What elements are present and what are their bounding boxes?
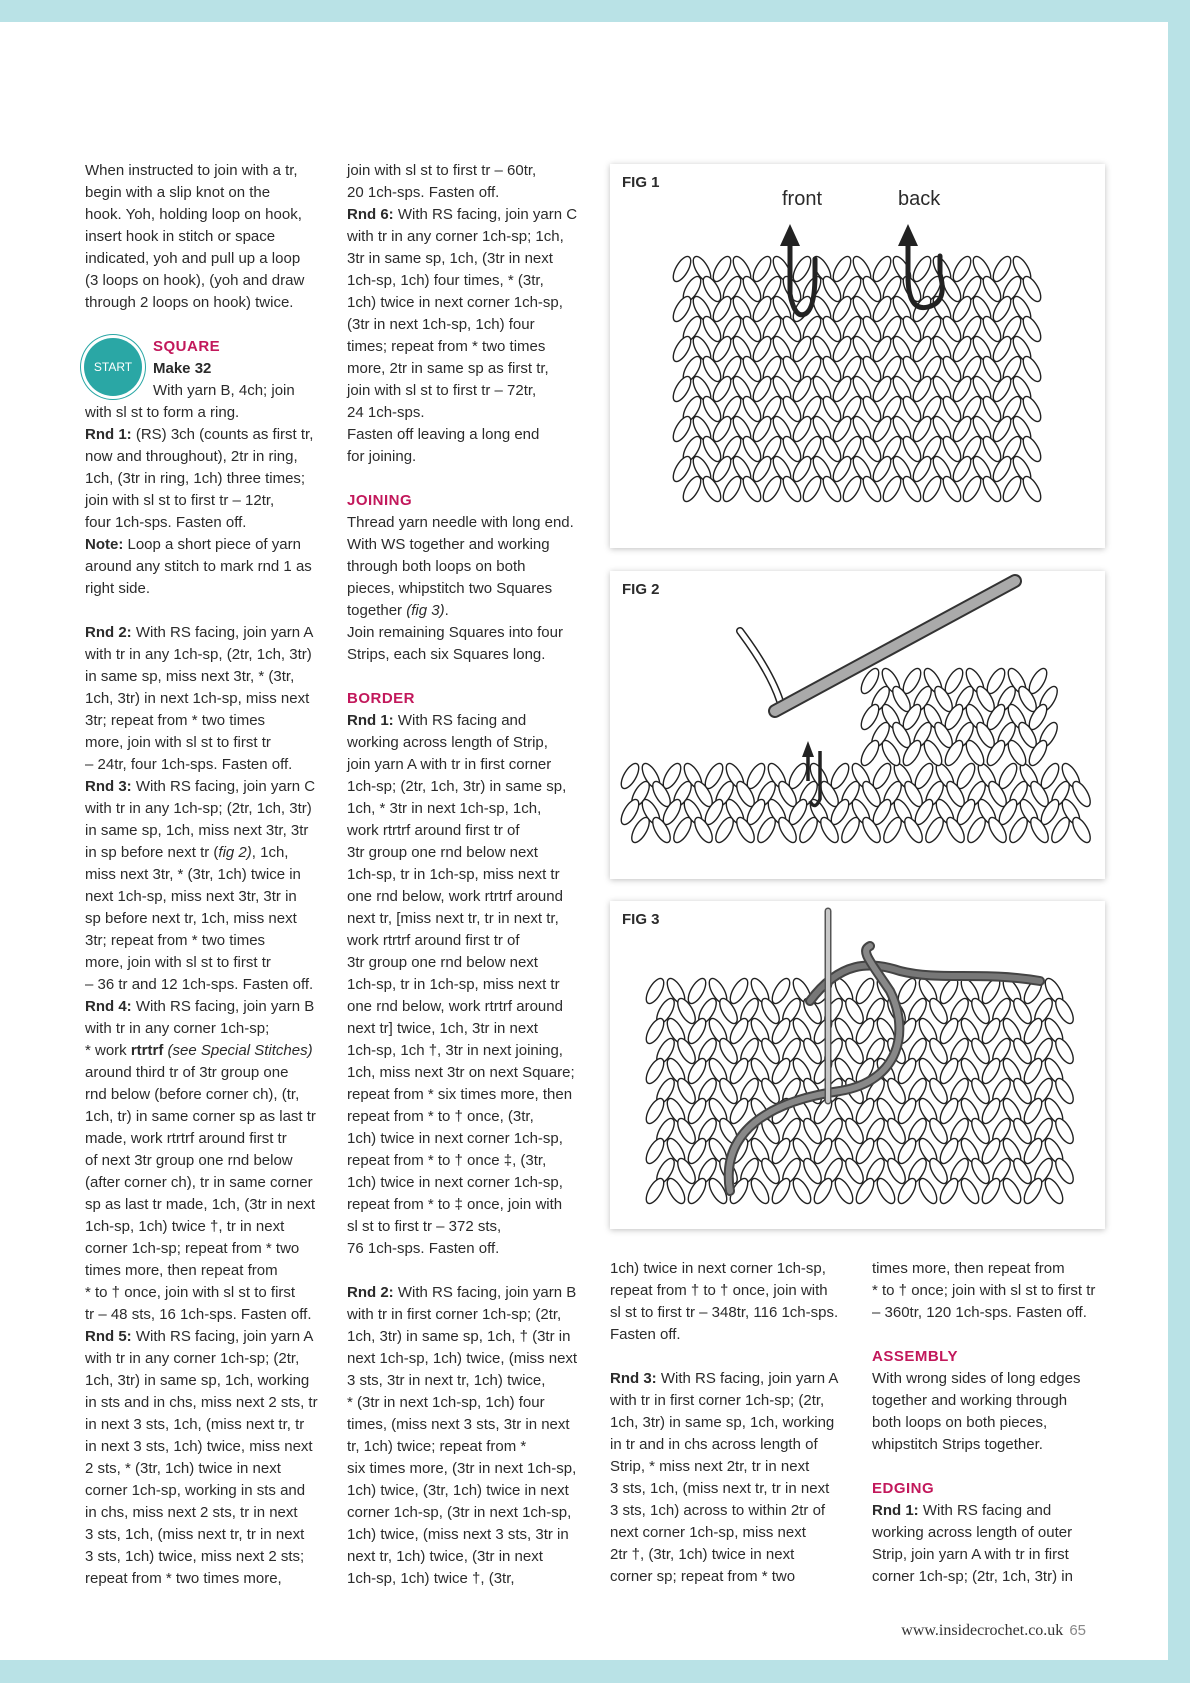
text-line: through both loops on both (347, 558, 526, 575)
text-line: 1ch) twice, (3tr, 1ch) twice in next (347, 1482, 569, 1499)
text-line: times more, then repeat from (872, 1260, 1065, 1277)
text-line: in chs, miss next 2 sts, tr in next (85, 1504, 298, 1521)
text-line: 1ch) twice, (miss next 3 sts, 3tr in (347, 1526, 569, 1543)
text-line: join yarn A with tr in first corner (347, 756, 552, 773)
text-line: 3tr group one rnd below next (347, 954, 538, 971)
border-rnd2-first (347, 1282, 595, 1304)
text-line: work rtrtrf around first tr of (347, 822, 520, 839)
text-line: 20 1ch-sps. Fasten off. (347, 184, 500, 201)
stitch-name: rtrtrf (130, 1042, 164, 1059)
fig1-illustration (610, 164, 1105, 548)
stitch-shape (916, 1176, 940, 1206)
stitch-shape (643, 1136, 667, 1166)
text-line: 1ch, 3tr) in same sp, 1ch, † (3tr in (347, 1328, 571, 1345)
rnd-text: With RS facing, join yarn C (393, 206, 578, 223)
stitch-shape (1020, 274, 1044, 304)
text-line: made, work rtrtrf around first tr (85, 1130, 287, 1147)
text-line: 2tr †, (3tr, 1ch) twice in next (610, 1546, 795, 1563)
joining-text (347, 512, 595, 600)
text-line: 1ch-sp, 1ch) twice †, (3tr, (347, 1570, 515, 1587)
stitch-shape (710, 254, 734, 284)
text-line: – 360tr, 120 1ch-sps. Fasten off. (872, 1304, 1087, 1321)
rnd2-text (85, 644, 325, 776)
text-line: next corner 1ch-sp, miss next (610, 1524, 806, 1541)
text-line: now and throughout), 2tr in ring, (85, 448, 298, 465)
stitch-shape (643, 1056, 667, 1086)
stitch-shape (1069, 815, 1093, 845)
stitch-shape (858, 738, 882, 768)
edging-rnd1-first (872, 1500, 1112, 1522)
note-text-lines (85, 556, 325, 600)
text-line: hook. Yoh, holding loop on hook, (85, 206, 302, 223)
edging-heading: EDGING (872, 1480, 935, 1497)
stitch-shape (670, 454, 694, 484)
stitch-shape (680, 474, 704, 504)
stitch-shape (664, 1176, 688, 1206)
stitch-shape (760, 474, 784, 504)
joining-line (347, 600, 595, 622)
fig3-label: FIG 3 (622, 911, 660, 928)
text-line: in next 3 sts, 1ch) twice, miss next (85, 1438, 313, 1455)
stitch-shape (1020, 474, 1044, 504)
text-line: repeat from * to † once ‡, (3tr, (347, 1152, 547, 1169)
text-line: join with sl st to first tr – 12tr, (85, 492, 275, 509)
stitch-shape (748, 1176, 772, 1206)
text-line: (after corner ch), tr in same corner (85, 1174, 313, 1191)
text-line: repeat from * to † once, (3tr, (347, 1108, 534, 1125)
text-line: miss next 3tr, * (3tr, 1ch) twice in (85, 866, 301, 883)
text-line: Strips, each six Squares long. (347, 646, 546, 663)
rnd-text: . (444, 602, 449, 619)
stitch-shape (1000, 1176, 1024, 1206)
fig3-illustration (610, 901, 1105, 1229)
text-line: times; repeat from * two times (347, 338, 546, 355)
intro-text (85, 160, 325, 314)
text-line: for joining. (347, 448, 417, 465)
rnd-text: With RS facing, join yarn C (131, 778, 316, 795)
rnd-label: Rnd 1: (347, 712, 394, 729)
rnd-label: Rnd 3: (85, 778, 132, 795)
text-line: 1ch, * 3tr in next 1ch-sp, 1ch, (347, 800, 542, 817)
text-line: one rnd below, work rtrtrf around (347, 998, 563, 1015)
text-line: 1ch-sp; (2tr, 1ch, 3tr) in same sp, (347, 778, 567, 795)
text-line: working across length of outer (872, 1524, 1073, 1541)
border-rnd1-first (347, 710, 595, 732)
text-line: With wrong sides of long edges (872, 1370, 1081, 1387)
text-line: sl st to first tr – 348tr, 116 1ch-sps. (610, 1304, 839, 1321)
text-line: 1ch-sp, 1ch †, 3tr in next joining, (347, 1042, 563, 1059)
text-line: repeat from * six times more, then (347, 1086, 573, 1103)
joining-heading: JOINING (347, 492, 413, 509)
text-line: pieces, whipstitch two Squares (347, 580, 553, 597)
figure-2 (610, 571, 1105, 879)
text-line: 76 1ch-sps. Fasten off. (347, 1240, 500, 1257)
text-line: 1ch) twice in next corner 1ch-sp, (347, 1130, 563, 1147)
column-3 (610, 1258, 860, 1588)
text-line: (3tr in next 1ch-sp, 1ch) four (347, 316, 535, 333)
stitch-shape (958, 1176, 982, 1206)
text-line: one rnd below, work rtrtrf around (347, 888, 563, 905)
stitch-shape (769, 976, 793, 1006)
text-line: 1ch, 3tr) in same sp, 1ch, working (85, 1372, 310, 1389)
rnd-text: in sp before next tr ( (85, 844, 219, 861)
stitch-shape (1042, 1176, 1066, 1206)
column-1 (85, 160, 325, 1590)
stitch-shape (643, 1096, 667, 1126)
rnd-label: Rnd 5: (85, 1328, 132, 1345)
text-line: in sts and in chs, miss next 2 sts, tr (85, 1394, 318, 1411)
text-line: working across length of Strip, (347, 734, 548, 751)
start-badge: START (84, 338, 142, 396)
text-line: right side. (85, 580, 151, 597)
text-line: join with sl st to first tr – 60tr, (347, 162, 537, 179)
text-line: around any stitch to mark rnd 1 as (85, 558, 312, 575)
fig1-fabric (670, 254, 1044, 504)
text-line: with tr in first corner 1ch-sp; (2tr, (610, 1392, 825, 1409)
rnd6-text (347, 226, 595, 468)
stitch-shape (685, 976, 709, 1006)
border-rnd3-first (610, 1368, 860, 1390)
rnd-text: together (347, 602, 407, 619)
text-line: 1ch, 3tr) in same sp, 1ch, working (610, 1414, 835, 1431)
stitch-shape (853, 976, 877, 1006)
text-line: Thread yarn needle with long end. (347, 514, 574, 531)
rnd1-first (85, 424, 325, 446)
text-line: corner 1ch-sp, (3tr in next 1ch-sp, (347, 1504, 572, 1521)
stitch-shape (950, 254, 974, 284)
text-line: next 1ch-sp, 1ch) twice, (miss next (347, 1350, 578, 1367)
text-line: next 1ch-sp, miss next 3tr, 3tr in (85, 888, 297, 905)
stitch-shape (1052, 996, 1076, 1026)
rnd-text: With RS facing, join yarn A (131, 624, 314, 641)
stitch-shape (1020, 314, 1044, 344)
text-line: times, (miss next 3 sts, 3tr in next (347, 1416, 570, 1433)
website-link[interactable]: www.insidecrochet.co.uk (901, 1622, 1064, 1639)
square-line: With yarn B, 4ch; join (153, 382, 295, 399)
col2-top-text (347, 160, 595, 204)
rnd3-line: in same sp, 1ch, miss next 3tr, 3tr (85, 822, 309, 839)
rnd-text: With RS facing, join yarn A (656, 1370, 839, 1387)
stitch-shape (960, 474, 984, 504)
text-line: join with sl st to first tr – 72tr, (347, 382, 537, 399)
stitch-shape (1052, 1076, 1076, 1106)
rnd3-line (85, 842, 325, 864)
text-line: with tr in any 1ch-sp, (2tr, 1ch, 3tr) (85, 646, 312, 663)
text-line: Strip, * miss next 2tr, tr in next (610, 1458, 810, 1475)
note-label: Note: (85, 536, 124, 553)
fig-reference: (fig 3) (406, 602, 445, 619)
assembly-text (872, 1368, 1112, 1456)
fig2-arrow-icon (802, 741, 814, 757)
text-line: – 36 tr and 12 1ch-sps. Fasten off. (85, 976, 314, 993)
column-4 (872, 1258, 1112, 1588)
text-line: 1ch) twice in next corner 1ch-sp, (347, 1174, 563, 1191)
stitch-shape (1020, 354, 1044, 384)
stitch-shape (670, 334, 694, 364)
text-line: 1ch, miss next 3tr on next Square; (347, 1064, 575, 1081)
col3-top-text (610, 1258, 860, 1346)
stitch-shape (670, 254, 694, 284)
text-line: 1ch-sp, 1ch) twice †, tr in next (85, 1218, 285, 1235)
figure-3 (610, 901, 1105, 1229)
front-arrow-icon (780, 224, 800, 246)
text-line: * to † once; join with sl st to first tr (872, 1282, 1096, 1299)
text-line: begin with a slip knot on the (85, 184, 271, 201)
text-line: corner sp; repeat from * two (610, 1568, 796, 1585)
text-line: (3 loops on hook), (yoh and draw (85, 272, 305, 289)
text-line: * (3tr in next 1ch-sp, 1ch) four (347, 1394, 545, 1411)
text-line: Fasten off. (610, 1326, 681, 1343)
text-line: six times more, (3tr in next 1ch-sp, (347, 1460, 577, 1477)
border-rnd3-text (610, 1390, 860, 1588)
stitch-shape (990, 254, 1014, 284)
assembly-heading: ASSEMBLY (872, 1348, 958, 1365)
joining-text-2 (347, 622, 595, 666)
stitch-shape (670, 414, 694, 444)
text-line: – 24tr, four 1ch-sps. Fasten off. (85, 756, 293, 773)
text-line: 1ch, 3tr) in next 1ch-sp, miss next (85, 690, 310, 707)
text-line: 1ch-sp, tr in 1ch-sp, miss next tr (347, 976, 560, 993)
square-heading: SQUARE (153, 338, 221, 355)
text-line: sp as last tr made, 1ch, (3tr in next (85, 1196, 316, 1213)
stitch-reference: (see Special Stitches) (163, 1042, 313, 1059)
rnd-text: With RS facing and (393, 712, 527, 729)
text-line: * to † once, join with sl st to first (85, 1284, 296, 1301)
figure-1 (610, 164, 1105, 548)
text-line: 1ch, (3tr in ring, 1ch) three times; (85, 470, 306, 487)
text-line: more, join with sl st to first tr (85, 954, 271, 971)
stitch-shape (880, 474, 904, 504)
stitch-shape (910, 254, 934, 284)
text-line: work rtrtrf around first tr of (347, 932, 520, 949)
stitch-shape (727, 976, 751, 1006)
stitch-shape (830, 254, 854, 284)
stitch-shape (720, 474, 744, 504)
column-2 (347, 160, 595, 1590)
text-line: tr, 1ch) twice; repeat from * (347, 1438, 527, 1455)
text-line: of next 3tr group one rnd below (85, 1152, 293, 1169)
text-line: Fasten off leaving a long end (347, 426, 540, 443)
rnd4-text (85, 1062, 325, 1326)
rnd-text: With RS facing, join yarn B (393, 1284, 577, 1301)
stitch-shape (1052, 1156, 1076, 1186)
fig2-illustration (610, 571, 1105, 879)
rnd-text: (RS) 3ch (counts as first tr, (131, 426, 314, 443)
stitch-shape (670, 294, 694, 324)
border-rnd1-text (347, 732, 595, 1260)
text-line: with tr in any corner 1ch-sp; (2tr, (85, 1350, 300, 1367)
stitch-shape (1000, 474, 1024, 504)
rnd-label: Rnd 1: (85, 426, 132, 443)
text-line: tr – 48 sts, 16 1ch-sps. Fasten off. (85, 1306, 312, 1323)
text-line: insert hook in stitch or space (85, 228, 276, 245)
text-line: repeat from * to ‡ once, join with (347, 1196, 563, 1213)
note-text: Loop a short piece of yarn (123, 536, 301, 553)
note-first (85, 534, 325, 556)
text-line: Strip, join yarn A with tr in first (872, 1546, 1069, 1563)
text-line: 3 sts, 3tr in next tr, 1ch) twice, (347, 1372, 546, 1389)
text-line: 3tr; repeat from * two times (85, 712, 266, 729)
rnd-text: * work (85, 1042, 131, 1059)
text-line: with tr in any corner 1ch-sp; 1ch, (347, 228, 564, 245)
text-line: With WS together and working (347, 536, 550, 553)
text-line: 3tr in same sp, 1ch, (3tr in next (347, 250, 553, 267)
rnd5-first (85, 1326, 325, 1348)
text-line: around third tr of 3tr group one (85, 1064, 289, 1081)
page-number: 65 (1069, 1622, 1086, 1639)
text-line: repeat from * two times more, (85, 1570, 282, 1587)
rnd4-first (85, 996, 325, 1018)
text-line: next tr, [miss next tr, tr in next tr, (347, 910, 559, 927)
stitch-shape (874, 1176, 898, 1206)
text-line: 1ch) twice in next corner 1ch-sp, (347, 294, 563, 311)
text-line: next tr, 1ch) twice, (3tr in next (347, 1548, 543, 1565)
text-line: sp before next tr, 1ch, miss next (85, 910, 297, 927)
rnd1-text (85, 446, 325, 534)
rnd-label: Rnd 2: (85, 624, 132, 641)
stitch-shape (1052, 1116, 1076, 1146)
text-line: times more, then repeat from (85, 1262, 278, 1279)
rnd4-line: with tr in any corner 1ch-sp; (85, 1020, 270, 1037)
text-line: in same sp, miss next 3tr, * (3tr, (85, 668, 295, 685)
fig1-front-label: front (782, 188, 823, 210)
text-line: 3 sts, 1ch) twice, miss next 2 sts; (85, 1548, 305, 1565)
stitch-shape (832, 1176, 856, 1206)
rnd-label: Rnd 1: (872, 1502, 919, 1519)
fig1-back-label: back (898, 188, 941, 210)
text-line: corner 1ch-sp, working in sts and (85, 1482, 306, 1499)
text-line: next tr] twice, 1ch, 3tr in next (347, 1020, 538, 1037)
text-line: corner 1ch-sp; (2tr, 1ch, 3tr) in (872, 1568, 1073, 1585)
stitch-shape (790, 1176, 814, 1206)
rnd3-first (85, 776, 325, 798)
text-line: repeat from † to † once, join with (610, 1282, 828, 1299)
stitch-shape (1052, 1036, 1076, 1066)
col4-top-text (872, 1258, 1112, 1324)
text-line: both loops on both pieces, (872, 1414, 1048, 1431)
text-line: whipstitch Strips together. (872, 1436, 1043, 1453)
text-line: When instructed to join with a tr, (85, 162, 298, 179)
text-line: more, join with sl st to first tr (85, 734, 271, 751)
rnd-label: Rnd 4: (85, 998, 132, 1015)
rnd3-text (85, 864, 325, 996)
stitch-shape (790, 254, 814, 284)
text-line: 2 sts, * (3tr, 1ch) twice in next (85, 1460, 281, 1477)
stitch-shape (750, 254, 774, 284)
edging-rnd1-text (872, 1522, 1112, 1588)
stitch-shape (800, 474, 824, 504)
text-line: 1ch-sp, tr in 1ch-sp, miss next tr (347, 866, 560, 883)
border-rnd2-text (347, 1304, 595, 1590)
text-line: 1ch, tr) in same corner sp as last tr (85, 1108, 316, 1125)
text-line: with tr in first corner 1ch-sp; (2tr, (347, 1306, 562, 1323)
stitch-shape (643, 1016, 667, 1046)
text-line: 3tr group one rnd below next (347, 844, 538, 861)
text-line: more, 2tr in same sp as first tr, (347, 360, 549, 377)
fig2-label: FIG 2 (622, 581, 660, 598)
rnd-label: Rnd 6: (347, 206, 394, 223)
text-line: 3 sts, 1ch, (miss next tr, tr in next (85, 1526, 305, 1543)
text-line: through 2 loops on hook) twice. (85, 294, 294, 311)
stitch-shape (870, 254, 894, 284)
text-line: 1ch-sp, 1ch) four times, * (3tr, (347, 272, 544, 289)
border-heading: BORDER (347, 690, 416, 707)
text-line: corner 1ch-sp; repeat from * two (85, 1240, 300, 1257)
text-line: 3 sts, 1ch, (miss next tr, tr in next (610, 1480, 830, 1497)
square-section (85, 336, 325, 424)
rnd-text: With RS facing, join yarn B (131, 998, 315, 1015)
rnd-label: Rnd 3: (610, 1370, 657, 1387)
text-line: sl st to first tr – 372 sts, (347, 1218, 502, 1235)
rnd-label: Rnd 2: (347, 1284, 394, 1301)
footer (901, 1622, 1086, 1640)
text-line: Join remaining Squares into four (347, 624, 563, 641)
rnd2-first (85, 622, 325, 644)
text-line: 3 sts, 1ch) across to within 2tr of (610, 1502, 826, 1519)
stitch-shape (840, 474, 864, 504)
stitch-shape (1020, 394, 1044, 424)
square-line: with sl st to form a ring. (85, 404, 240, 421)
text-line: 24 1ch-sps. (347, 404, 425, 421)
stitch-shape (643, 1176, 667, 1206)
stitch-shape (920, 474, 944, 504)
rnd-text: , 1ch, (251, 844, 289, 861)
stitch-shape (1020, 434, 1044, 464)
rnd5-text (85, 1348, 325, 1590)
fig1-label: FIG 1 (622, 174, 660, 191)
square-make: Make 32 (153, 360, 212, 377)
text-line: 3tr; repeat from * two times (85, 932, 266, 949)
page (0, 22, 1168, 1660)
text-line: 1ch) twice in next corner 1ch-sp, (610, 1260, 826, 1277)
rnd3-line: with tr in any 1ch-sp; (2tr, 1ch, 3tr) (85, 800, 312, 817)
text-line: indicated, yoh and pull up a loop (85, 250, 301, 267)
stitch-shape (643, 976, 667, 1006)
rnd-text: With RS facing and (918, 1502, 1052, 1519)
text-line: together and working through (872, 1392, 1068, 1409)
fig-reference: fig 2) (218, 844, 252, 861)
back-arrow-icon (898, 224, 918, 246)
stitch-shape (670, 374, 694, 404)
text-line: four 1ch-sps. Fasten off. (85, 514, 247, 531)
text-line: rnd below (before corner ch), (tr, (85, 1086, 300, 1103)
text-line: in tr and in chs across length of (610, 1436, 818, 1453)
text-line: in next 3 sts, 1ch, (miss next tr, tr (85, 1416, 305, 1433)
rnd-text: With RS facing, join yarn A (131, 1328, 314, 1345)
rnd6-first (347, 204, 595, 226)
rnd4-line (85, 1040, 325, 1062)
